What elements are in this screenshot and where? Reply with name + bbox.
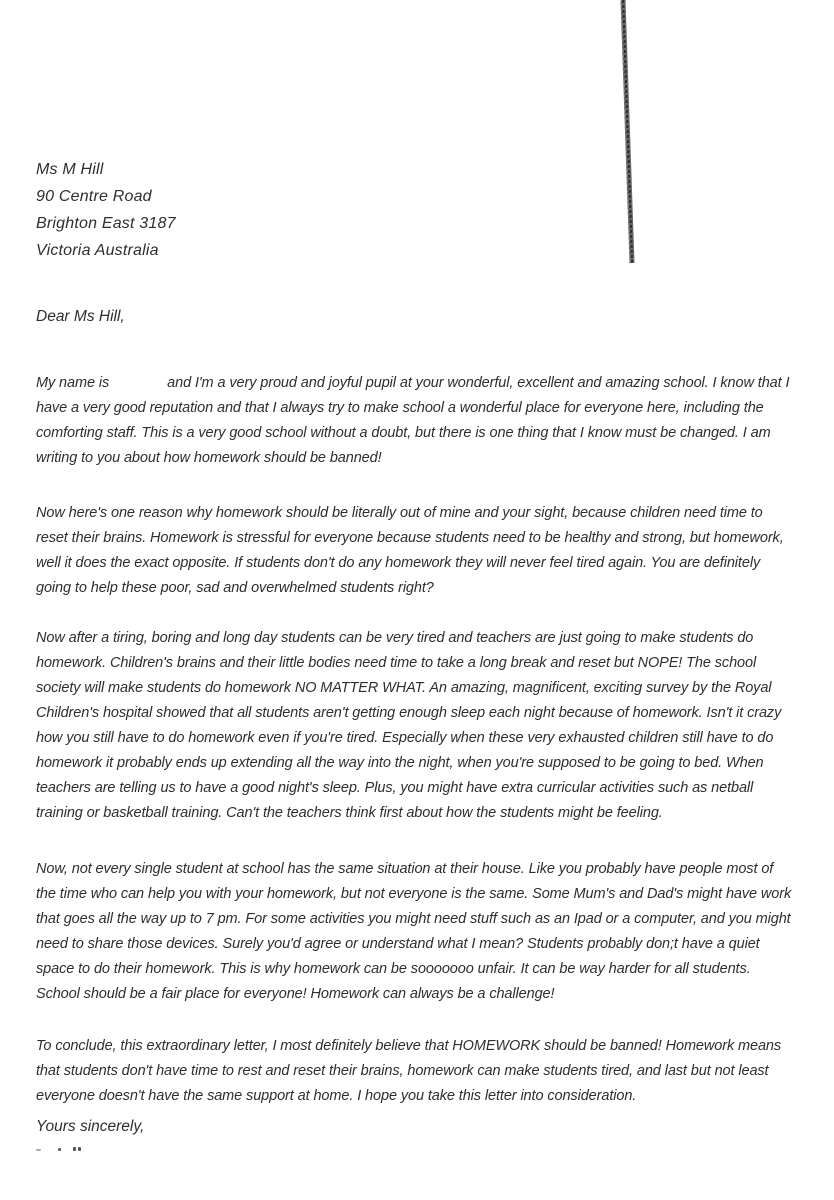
signature-mark [73, 1147, 76, 1151]
paragraph-conclusion: To conclude, this extraordinary letter, I most definitely believe that HOMEWORK should be banned! Homework means that students don't have time to rest and reset their brains, homework can make students tired, and last but not least everyone doesn't have the same support at home. I hope you take this letter into consideration. [36, 1037, 782, 1104]
redacted-name-gap [109, 386, 167, 387]
paragraph-home-situations: Now, not every single student at school has the same situation at their house. Like you probably have people most of the time who can help you with your homework, but not everyone is the same. Some Mum's and Dad's might have work that goes all the way up to 7 pm. For some activities you might need stuff such as an Ipad or a computer, and you might need to share those devices. Surely you'd agree or understand what I mean? Students probably don;t have a quiet space to do their homework. This is why homework can be sooooooo unfair. It can be way harder for all students. School should be a fair place for everyone! Homework can always be a challenge! [36, 860, 792, 1002]
address-line-state: Victoria Australia [36, 242, 159, 259]
paragraph-tiredness-sleep: Now after a tiring, boring and long day students can be very tired and teachers are just going to make students do homework. Children's brains and their little bodies need time to take a long break and reset but NOPE! The school society will make students do homework NO MATTER WHAT. An amazing, magnificent, exciting survey by the Royal Children's hospital showed that all students aren't getting enough sleep each night because of homework. Isn't it crazy how you still have to do homework even if you're tired. Especially when these very exhausted children still have to do homework it probably ends up extending all the way into the night, when you're supposed to be going to bed. When teachers are telling us to have a good night's sleep. Plus, you might have extra curricular activities such as netball training or basketball training. Can't the teachers think first about how the students might be feeling. [36, 629, 782, 821]
closing-sign-off: Yours sincerely, [36, 1118, 145, 1135]
address-line-street: 90 Centre Road [36, 188, 152, 205]
signature-cutoff-marks [36, 1146, 156, 1156]
paragraph-reason-reset-brains: Now here's one reason why homework should be literally out of mine and your sight, because children need time to reset their brains. Homework is stressful for everyone because students need to be healthy and strong, but homework, well it does the exact opposite. If students don't do any homework they will never feel tired again. You are definitely going to help these poor, sad and overwhelmed students right? [36, 504, 784, 596]
signature-mark [78, 1147, 81, 1151]
recipient-address-block [36, 156, 176, 264]
signature-mark [36, 1149, 41, 1151]
paragraph-intro-text: and I'm a very proud and joyful pupil at your wonderful, excellent and amazing school. I know that I have a very good reputation and that I always try to make school a wonderful place for everyone here, including the comforting staff. This is a very good school without a doubt, but there is one thing that I know must be changed. I am writing to you about how homework should be banned! [36, 374, 790, 466]
address-line-name: Ms M Hill [36, 161, 104, 178]
signature-mark [58, 1148, 61, 1151]
address-line-suburb: Brighton East 3187 [36, 215, 176, 232]
salutation: Dear Ms Hill, [36, 308, 125, 325]
paragraph-introduction [36, 371, 796, 471]
paragraph-intro-prefix: My name is [36, 374, 110, 391]
